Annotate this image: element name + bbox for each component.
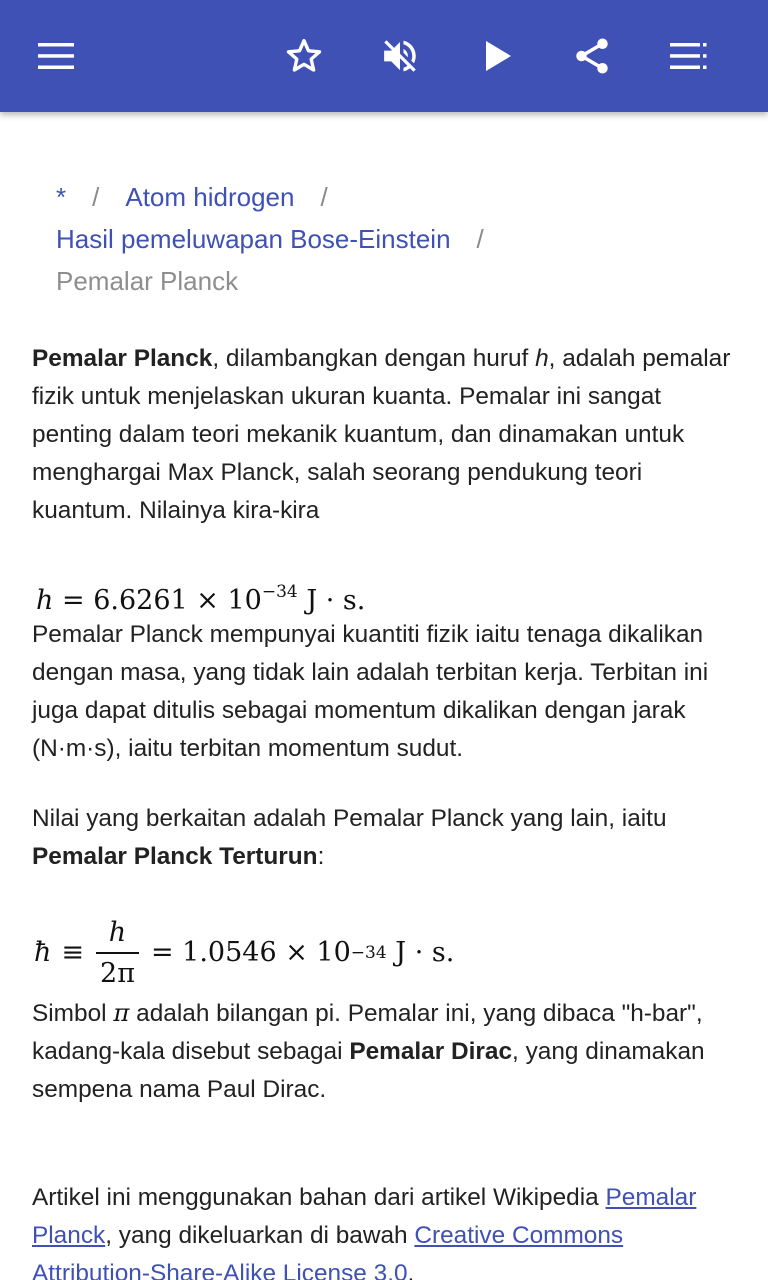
share-button[interactable] bbox=[564, 28, 620, 84]
formula-unit: J · s. bbox=[395, 937, 455, 968]
pi-paragraph bbox=[32, 994, 742, 1109]
volume-off-icon bbox=[379, 35, 421, 77]
breadcrumb-atom-hidrogen[interactable]: Atom hidrogen bbox=[125, 182, 295, 212]
symbol-h: h bbox=[535, 345, 549, 372]
fraction bbox=[96, 919, 139, 987]
attribution-footer bbox=[32, 1179, 742, 1280]
intro-text: , dilambangkan dengan huruf bbox=[212, 345, 536, 372]
share-icon bbox=[571, 35, 613, 77]
article-body bbox=[32, 340, 742, 1280]
app-toolbar bbox=[0, 0, 768, 112]
formula-relation: ≡ bbox=[61, 937, 85, 968]
reduced-colon: : bbox=[317, 843, 325, 870]
playlist-button[interactable] bbox=[660, 28, 716, 84]
breadcrumb-bose-einstein[interactable]: Hasil pemeluwapan Bose-Einstein bbox=[56, 224, 451, 254]
intro-paragraph bbox=[32, 340, 742, 530]
star-outline-icon bbox=[284, 36, 324, 76]
breadcrumb-separator: / bbox=[320, 182, 328, 212]
breadcrumb bbox=[56, 176, 736, 302]
formula-lhs: ħ bbox=[34, 937, 52, 968]
planck-constant-formula bbox=[32, 568, 742, 616]
breadcrumb-separator: / bbox=[92, 182, 100, 212]
formula-unit: J · s. bbox=[306, 585, 366, 616]
term-reduced-planck: Pemalar Planck Terturun bbox=[32, 843, 318, 870]
units-paragraph: Pemalar Planck mempunyai kuantiti fizik iaitu tenaga dikalikan dengan masa, yang tidak lain adalah terbitan kerja. Terbitan ini juga dapat ditulis sebagai momentum dikalikan dengan jarak (N·m·s), iaitu terbitan momentum sudut. bbox=[32, 621, 709, 762]
breadcrumb-separator: / bbox=[476, 224, 484, 254]
favorite-button[interactable] bbox=[276, 28, 332, 84]
menu-icon bbox=[36, 41, 76, 71]
formula-value: 6.6261 × 10 bbox=[93, 585, 262, 616]
attribution-text-cont: , yang dikeluarkan di bawah bbox=[105, 1222, 415, 1249]
pi-text: Simbol bbox=[32, 1000, 114, 1027]
license-link[interactable]: Creative Commons Attribution-Share-Alike License 3.0 bbox=[32, 1222, 624, 1280]
attribution-end: . bbox=[407, 1260, 415, 1280]
term-pemalar-planck: Pemalar Planck bbox=[32, 345, 213, 372]
formula-lhs: h bbox=[36, 585, 54, 616]
reduced-text: Nilai yang berkaitan adalah Pemalar Planck yang lain, iaitu bbox=[32, 805, 667, 832]
play-icon bbox=[483, 39, 513, 73]
reduced-planck-formula bbox=[32, 912, 742, 994]
formula-exponent: −34 bbox=[350, 943, 387, 963]
symbol-pi: π bbox=[113, 998, 130, 1027]
wikipedia-article-link[interactable]: Pemalar Planck bbox=[32, 1184, 697, 1249]
breadcrumb-home[interactable]: * bbox=[56, 182, 67, 212]
term-pemalar-dirac: Pemalar Dirac bbox=[349, 1038, 513, 1065]
breadcrumb-current: Pemalar Planck bbox=[56, 266, 239, 296]
formula-equals: = bbox=[150, 937, 174, 968]
fraction-denominator: 2π bbox=[96, 952, 139, 987]
menu-button[interactable] bbox=[28, 28, 84, 84]
play-button[interactable] bbox=[470, 28, 526, 84]
playlist-icon bbox=[668, 41, 708, 71]
intro-text-cont: , adalah pemalar fizik untuk menjelaskan ukuran kuanta. Pemalar ini sangat penting dalam teori mekanik kuantum, dan dinamakan untuk menghargai Max Planck, salah seorang pendukung teori kuantum. Nilainya kira-kira bbox=[32, 345, 731, 524]
fraction-numerator: h bbox=[108, 917, 127, 948]
mute-button[interactable] bbox=[372, 28, 428, 84]
pi-text-cont: adalah bilangan pi. Pemalar ini, yang dibaca "h-bar", kadang-kala disebut sebagai bbox=[32, 1000, 703, 1065]
formula-relation: = bbox=[61, 585, 85, 616]
formula-exponent: −34 bbox=[261, 582, 298, 602]
formula-value: 1.0546 × 10 bbox=[182, 937, 351, 968]
attribution-text: Artikel ini menggunakan bahan dari artikel Wikipedia bbox=[32, 1184, 606, 1211]
pi-text-end: , yang dinamakan sempena nama Paul Dirac. bbox=[32, 1038, 705, 1103]
reduced-paragraph bbox=[32, 800, 742, 876]
